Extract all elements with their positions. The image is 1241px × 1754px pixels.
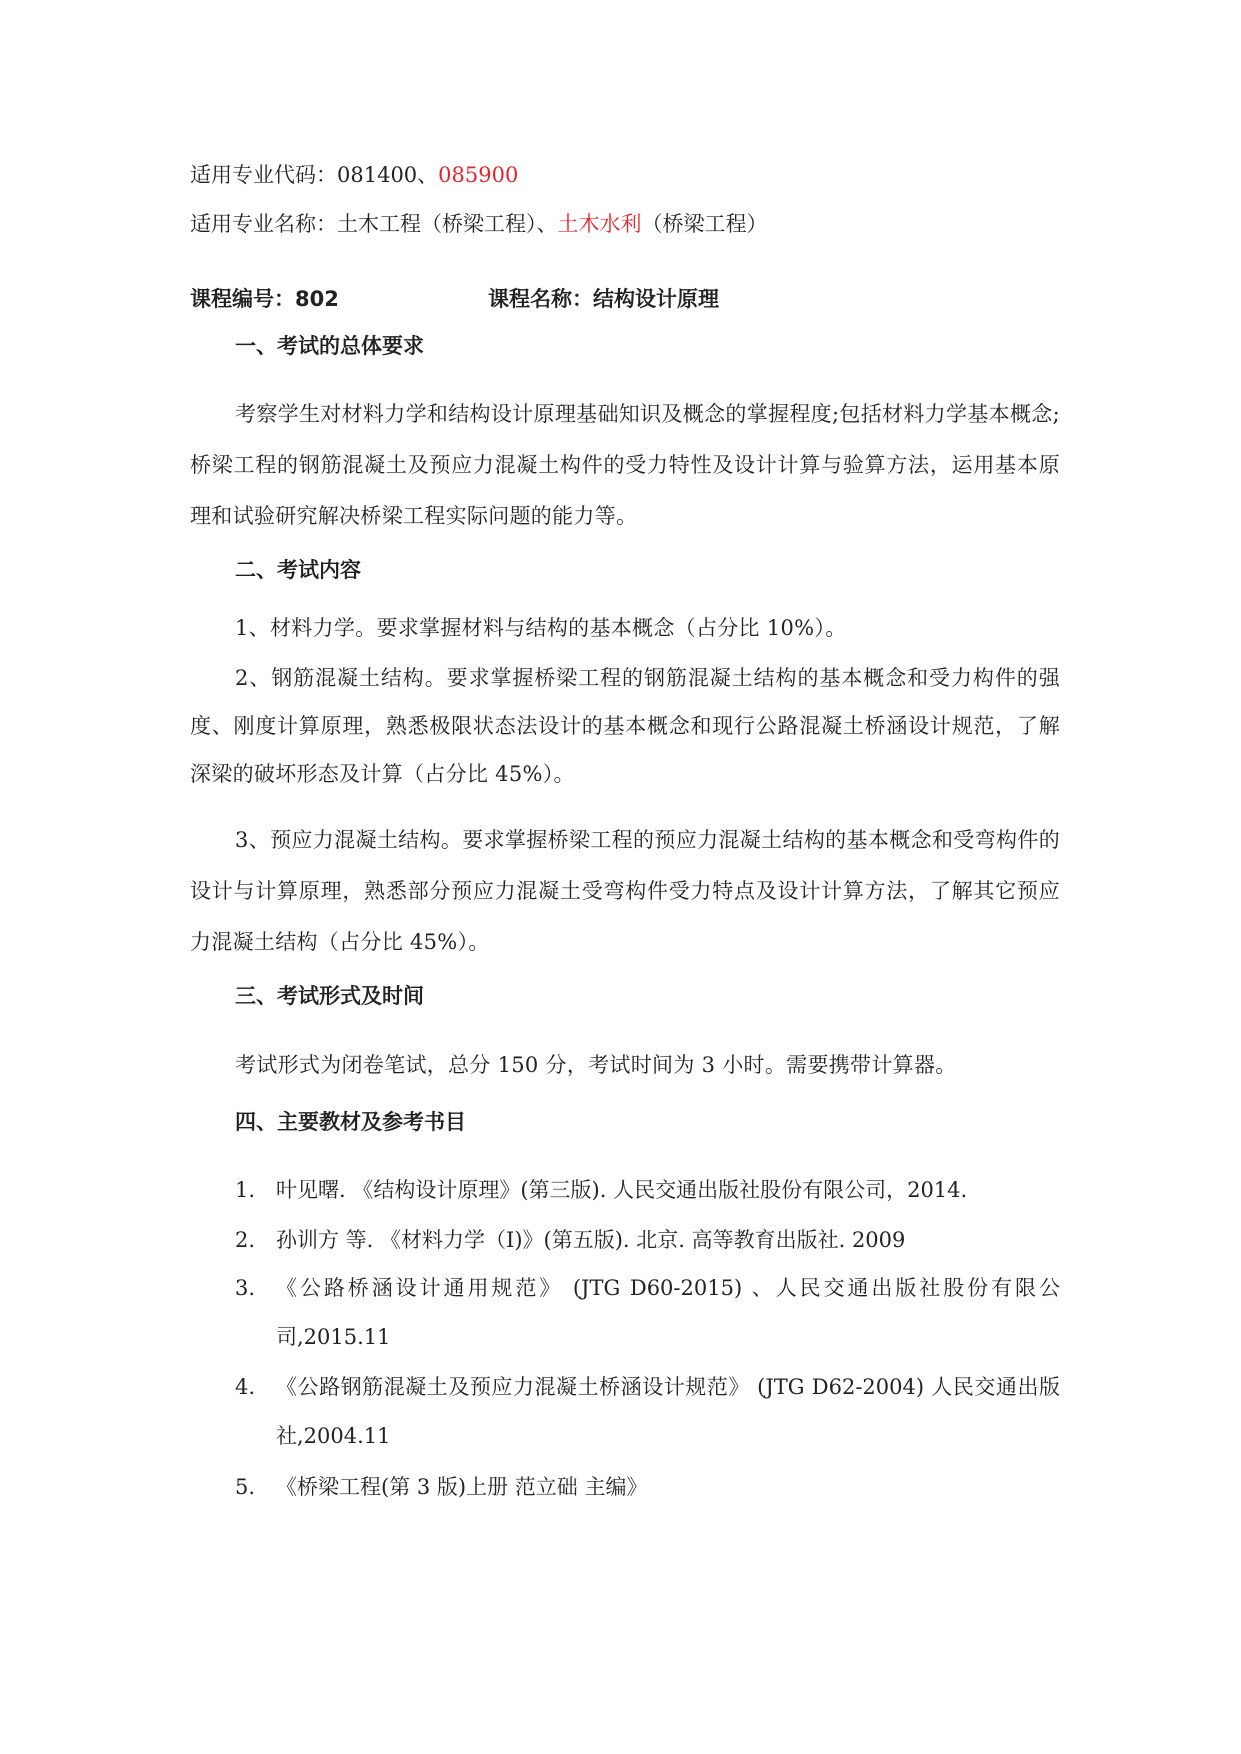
reference-text: 《公路钢筋混凝土及预应力混凝土桥涵设计规范》 (JTG D62-2004) 人民交通出版社,2004.11 <box>276 1375 1060 1448</box>
reference-item <box>235 1166 1060 1215</box>
major-code-1: 081400、 <box>337 163 439 187</box>
section-3-title: 三、考试形式及时间 <box>235 984 424 1008</box>
major-names-label: 适用专业名称： <box>190 212 337 236</box>
reference-number: 5. <box>235 1475 256 1499</box>
reference-item <box>235 1363 1060 1461</box>
reference-text: 《桥梁工程(第 3 版)上册 范立础 主编》 <box>276 1475 648 1499</box>
major-codes-line <box>190 161 518 189</box>
reference-number: 1. <box>235 1178 256 1202</box>
major-codes-label: 适用专业代码： <box>190 163 337 187</box>
course-name: 课程名称：结构设计原理 <box>488 287 719 311</box>
section-4-title: 四、主要教材及参考书目 <box>235 1110 466 1134</box>
reference-item <box>235 1264 1060 1362</box>
reference-item <box>235 1216 1060 1265</box>
section-2-item-3: 3、预应力混凝土结构。要求掌握桥梁工程的预应力混凝土结构的基本概念和受弯构件的设计与计算原理，熟悉部分预应力混凝土受弯构件受力特点及设计计算方法，了解其它预应力混凝土结构（占分比 45%）。 <box>190 828 1060 954</box>
section-3-body: 考试形式为闭卷笔试，总分 150 分，考试时间为 3 小时。需要携带计算器。 <box>235 1053 957 1077</box>
reference-number: 2. <box>235 1228 256 1252</box>
major-name-1: 土木工程（桥梁工程）、 <box>337 212 558 236</box>
reference-number: 3. <box>235 1276 256 1300</box>
reference-number: 4. <box>235 1375 256 1399</box>
reference-item <box>235 1463 1060 1512</box>
section-1-body: 考察学生对材料力学和结构设计原理基础知识及概念的掌握程度;包括材料力学基本概念;桥梁工程的钢筋混凝土及预应力混凝土构件的受力特性及设计计算与验算方法，运用基本原理和试验研究解决桥梁工程实际问题的能力等。 <box>190 402 1060 528</box>
major-name-2-suffix: （桥梁工程） <box>641 212 768 236</box>
section-2-item-2: 2、钢筋混凝土结构。要求掌握桥梁工程的钢筋混凝土结构的基本概念和受力构件的强度、刚度计算原理，熟悉极限状态法设计的基本概念和现行公路混凝土桥涵设计规范，了解深梁的破坏形态及计算（占分比 45%）。 <box>190 666 1060 786</box>
reference-text: 孙训方 等. 《材料力学（Ⅰ)》(第五版). 北京. 高等教育出版社. 2009 <box>276 1228 906 1252</box>
section-2-item-1: 1、材料力学。要求掌握材料与结构的基本概念（占分比 10%）。 <box>235 616 847 640</box>
section-2-title: 二、考试内容 <box>235 558 361 582</box>
reference-text: 叶见曙. 《结构设计原理》(第三版). 人民交通出版社股份有限公司，2014. <box>276 1178 968 1202</box>
section-1-title: 一、考试的总体要求 <box>235 334 424 358</box>
major-names-line <box>190 210 768 238</box>
major-name-2: 土木水利 <box>557 212 642 236</box>
course-number: 课程编号：802 <box>190 287 339 311</box>
reference-text: 《公路桥涵设计通用规范》 (JTG D60-2015) 、人民交通出版社股份有限公司,2015.11 <box>276 1276 1060 1349</box>
major-code-2: 085900 <box>438 163 519 187</box>
